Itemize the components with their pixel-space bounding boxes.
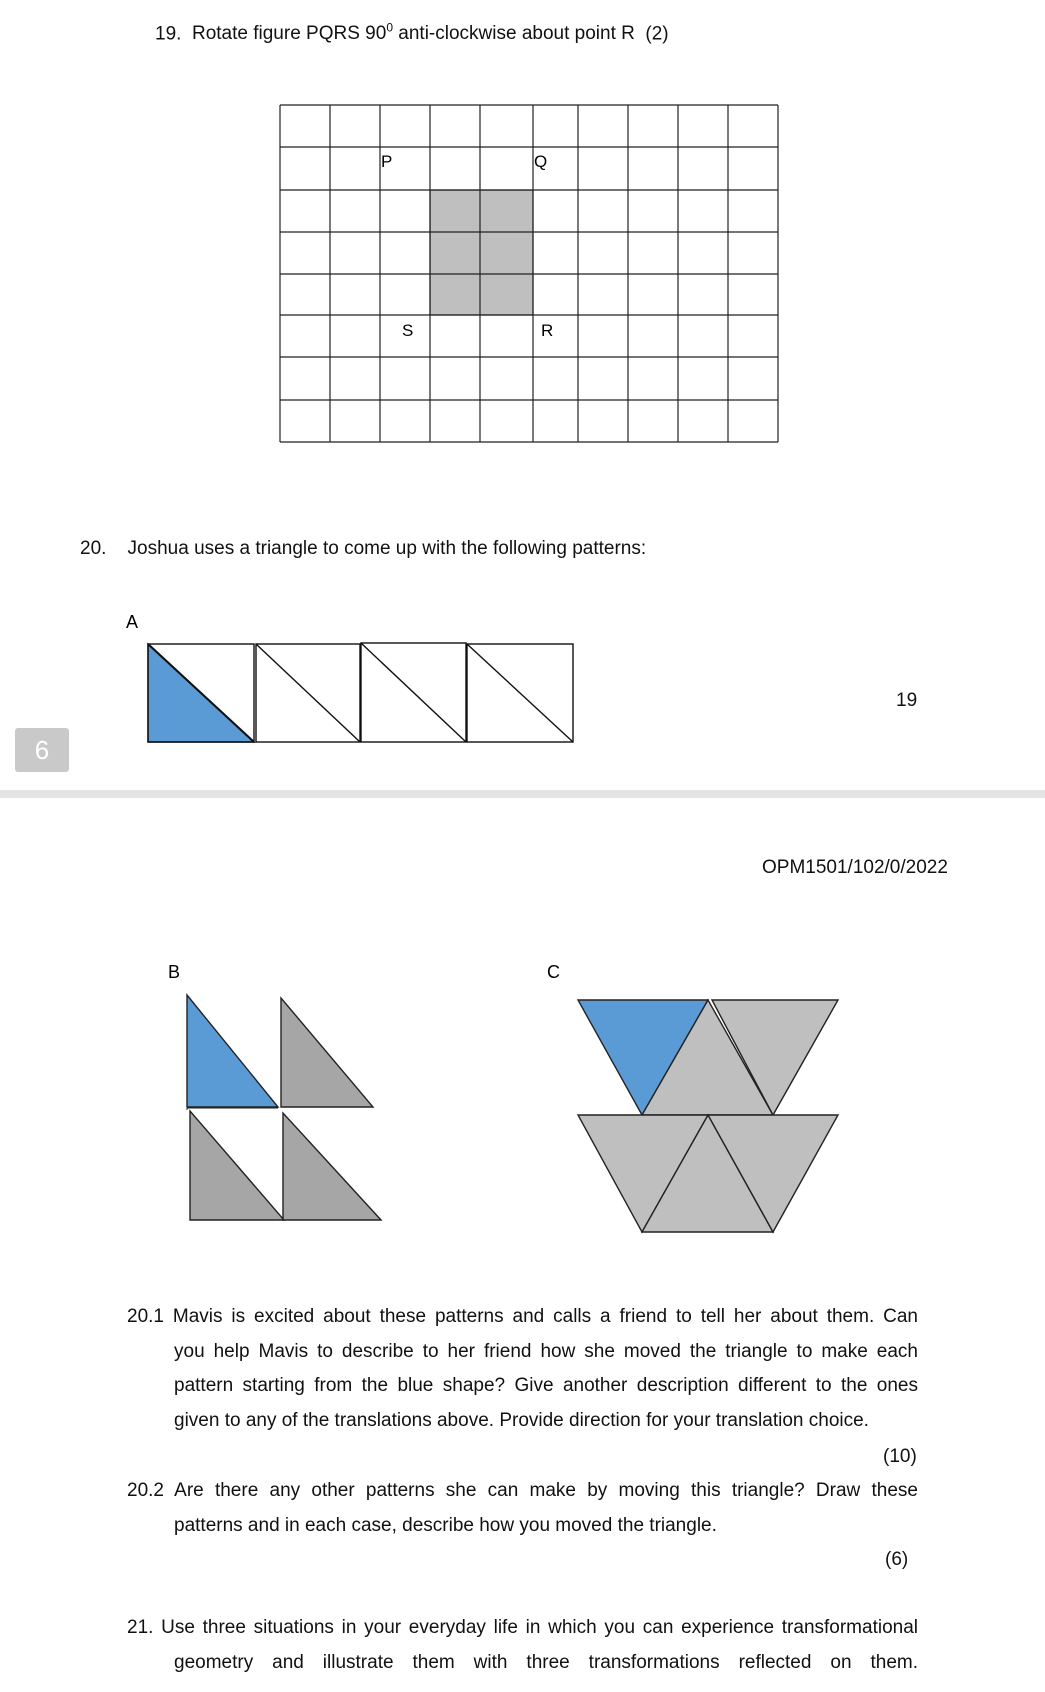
document-code: OPM1501/102/0/2022 — [762, 857, 948, 878]
pattern-b-triangle-3 — [190, 1111, 284, 1220]
pattern-b-label: B — [168, 962, 181, 982]
pattern-a-diagonal-4 — [467, 644, 573, 742]
label-p: P — [381, 152, 393, 171]
pattern-a-label: A — [126, 612, 139, 632]
pattern-b-blue-triangle — [187, 995, 278, 1107]
q20-2-text: 20.2 Are there any other patterns she can make by moving this triangle? Draw these patterns and in each case, describe how you moved the triangle. — [127, 1480, 918, 1536]
page-badge: 6 — [15, 728, 69, 772]
q19-grid — [0, 0, 1045, 460]
pattern-b-triangle-2 — [281, 998, 373, 1107]
page-divider — [0, 790, 1045, 798]
q19-marks: (2) — [645, 23, 669, 45]
q19-number: 19. — [155, 23, 182, 45]
pattern-b — [150, 950, 410, 1230]
label-s: S — [402, 321, 414, 340]
grid-lines — [280, 105, 778, 442]
pattern-a — [0, 600, 620, 750]
label-r: R — [541, 321, 554, 340]
q20-number: 20. — [80, 538, 107, 559]
q20-text: Joshua uses a triangle to come up with the following patterns: — [127, 538, 647, 559]
pattern-a-diagonal-3 — [361, 643, 466, 742]
q20-1-text: 20.1 Mavis is excited about these patterns and calls a friend to tell her about them. Can you help Mavis to describe to her friend how she moved the triangle to make each pattern starting from the blue shape? Give another description different to the ones given to any of the translations above. Provide direction for your translation choice. — [127, 1306, 918, 1431]
pqrs-shaded-square — [430, 190, 533, 315]
pattern-a-diagonal-2 — [256, 644, 360, 742]
q20-heading — [80, 532, 646, 567]
pattern-c — [540, 950, 860, 1240]
q20-1-marks: (10) — [883, 1446, 917, 1467]
q21-text: 21. Use three situations in your everyday life in which you can experience transformational geometry and illustrate them with three transformations reflected on them. — [127, 1617, 918, 1673]
pattern-c-label: C — [547, 962, 560, 982]
pattern-b-triangle-4 — [283, 1113, 381, 1220]
page-number: 19 — [896, 690, 918, 711]
q19-text: Rotate figure PQRS $90^0$ anti-clockwise about point R — [191, 21, 635, 45]
q20-2-marks: (6) — [885, 1549, 909, 1570]
label-q: Q — [534, 152, 548, 171]
